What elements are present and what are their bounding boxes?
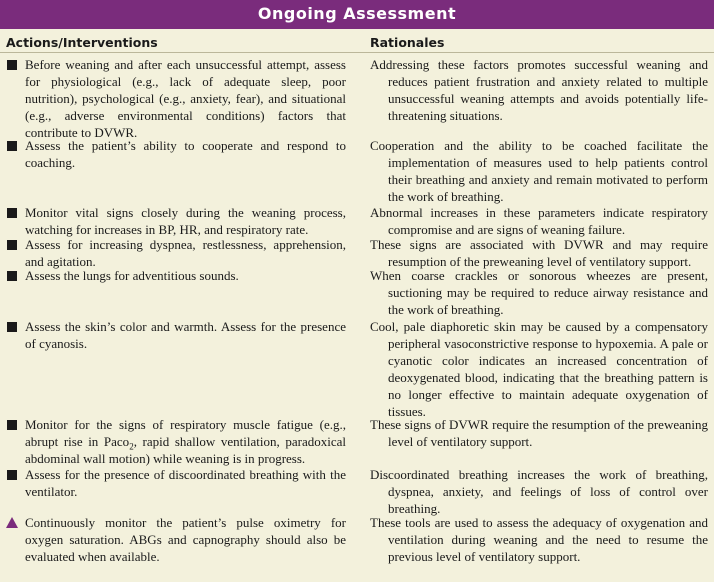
- action-text: Assess for increasing dyspnea, restlessness, apprehension, and agitation.: [25, 237, 346, 269]
- rationale-text: Discoordinated breathing increases the work of breathing, dyspnea, anxiety, and feelings of loss of control over breathing.: [370, 467, 708, 516]
- header-divider: [0, 52, 714, 53]
- square-bullet-icon: [7, 322, 17, 332]
- rationale-text: Cool, pale diaphoretic skin may be caused by a compensatory peripheral vasoconstrictive response to hypoxemia. A pale or cyanotic color indicates an increased concentration of deoxygenated blood, indicating that the breathing pattern is no longer effective to maintain adequate oxygenation of tissues.: [370, 319, 708, 419]
- action-text: Assess for the presence of discoordinated breathing with the ventilator.: [25, 467, 346, 499]
- square-bullet-icon: [7, 141, 17, 151]
- section-title: Ongoing Assessment: [257, 4, 457, 23]
- rationale-text: These signs of DVWR require the resumption of the preweaning level of ventilatory support.: [370, 417, 708, 449]
- action-text: Assess the patient’s ability to cooperate and respond to coaching.: [25, 138, 346, 170]
- actions-column-header: Actions/Interventions: [6, 35, 158, 50]
- action-text: Monitor for the signs of respiratory muscle fatigue (e.g., abrupt rise in Paco$_2$, rapid shallow ventilation, paradoxical abdominal wall motion) while weaning is in progress.: [25, 417, 346, 466]
- square-bullet-icon: [7, 240, 17, 250]
- square-bullet-icon: [7, 208, 17, 218]
- square-bullet-icon: [7, 420, 17, 430]
- action-text: Before weaning and after each unsuccessful attempt, assess for physiological (e.g., lack of adequate sleep, poor nutrition), psychological (e.g., anxiety, fear), and situational (e.g., adverse environmental conditions) factors that contribute to DVWR.: [25, 57, 346, 140]
- action-text: Continuously monitor the patient’s pulse oximetry for oxygen saturation. ABGs and capnography should also be evaluated when available.: [25, 515, 346, 564]
- rationale-text: These tools are used to assess the adequacy of oxygenation and ventilation during weaning and the need to resume the previous level of ventilatory support.: [370, 515, 708, 564]
- rationales-column-header: Rationales: [370, 35, 445, 50]
- section-title-bar: [0, 0, 714, 29]
- square-bullet-icon: [7, 470, 17, 480]
- square-bullet-icon: [7, 60, 17, 70]
- rationale-text: These signs are associated with DVWR and may require resumption of the preweaning level of ventilatory support.: [370, 237, 708, 269]
- action-text: Assess the skin’s color and warmth. Assess for the presence of cyanosis.: [25, 319, 346, 351]
- action-text: Monitor vital signs closely during the weaning process, watching for increases in BP, HR, and respiratory rate.: [25, 205, 346, 237]
- rationale-text: Abnormal increases in these parameters indicate respiratory compromise and are signs of weaning failure.: [370, 205, 708, 237]
- rationale-text: Cooperation and the ability to be coached facilitate the implementation of measures used to help patients control their breathing and anxiety and remain motivated to perform the work of breathing.: [370, 138, 708, 204]
- triangle-bullet-icon: [6, 517, 18, 528]
- square-bullet-icon: [7, 271, 17, 281]
- rationale-text: When coarse crackles or sonorous wheezes are present, suctioning may be required to reduce airway resistance and the work of breathing.: [370, 268, 708, 317]
- rationale-text: Addressing these factors promotes successful weaning and reduces patient frustration and anxiety related to multiple unsuccessful weaning attempts and avoids potentially life-threatening situations.: [370, 57, 708, 123]
- action-text: Assess the lungs for adventitious sounds.: [25, 268, 239, 283]
